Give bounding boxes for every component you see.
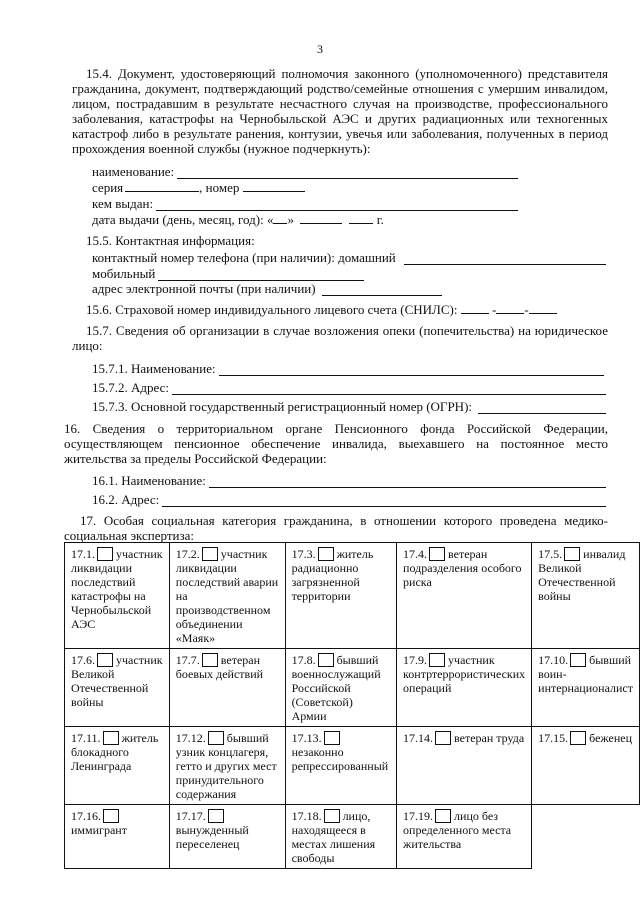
category-checkbox[interactable] [318,547,334,561]
org-ogrn-row [92,399,606,414]
category-label: бывший воин-интернационалист [538,653,633,695]
category-checkbox[interactable] [429,653,445,667]
doc-date-year-field[interactable] [349,212,373,224]
category-cell [397,805,532,869]
category-number: 17.13. [291,731,322,745]
org-address-field[interactable] [172,383,606,395]
category-checkbox[interactable] [97,547,113,561]
category-cell [397,649,532,727]
category-checkbox[interactable] [564,547,580,561]
org-address-row [92,380,606,395]
phone-mobile-row [92,266,364,281]
doc-name-label: наименование: [92,164,175,179]
org-ogrn-field[interactable] [478,402,606,414]
category-label: ветеран подразделения особого риска [403,547,522,589]
category-cell [285,727,396,805]
category-label: житель блокадного Ленинграда [71,731,159,773]
category-checkbox[interactable] [202,653,218,667]
category-checkbox[interactable] [97,653,113,667]
category-cell [532,649,640,727]
category-number: 17.18. [291,809,322,823]
snils-dash-2: - [524,302,529,317]
grid-row [65,727,640,805]
pfr-name-label: 16.1. Наименование: [92,473,206,488]
snils-part3-field[interactable] [529,302,557,314]
category-label: участник Великой Отечественной войны [71,653,163,709]
category-checkbox[interactable] [570,653,586,667]
doc-series-row [92,180,305,195]
snils-label: 15.6. Страховой номер индивидуального лицевого счета (СНИЛС): [86,302,458,317]
org-name-label: 15.7.1. Наименование: [92,361,216,376]
category-checkbox[interactable] [429,547,445,561]
org-ogrn-label: 15.7.3. Основной государственный регистрационный номер (ОГРН): [92,399,473,414]
snils-dash-1: - [491,302,497,317]
category-number: 17.16. [71,809,101,823]
doc-date-close: » [287,212,294,227]
doc-issued-field[interactable] [156,199,518,211]
doc-date-year-suffix: г. [376,212,384,227]
snils-part1-field[interactable] [461,302,489,314]
org-name-row [92,361,604,376]
category-number: 17.9. [403,653,428,667]
phone-home-label: контактный номер телефона (при наличии): домашний [92,250,396,265]
category-cell [65,727,170,805]
category-label: ветеран труда [454,731,525,745]
doc-number-field[interactable] [243,180,305,192]
category-number: 17.7. [175,653,200,667]
page-number: 3 [317,42,323,56]
phone-home-row [92,250,606,265]
doc-date-month-field[interactable] [300,212,342,224]
category-number: 17.17. [175,809,206,823]
category-checkbox[interactable] [103,731,119,745]
doc-series-field[interactable] [125,180,199,192]
section-15-5-title: 15.5. Контактная информация: [86,233,255,248]
pfr-address-row [92,492,606,507]
category-cell [65,649,170,727]
category-checkbox[interactable] [324,809,340,823]
category-number: 17.3. [291,547,316,561]
doc-date-row [92,212,384,227]
category-label: бывший военнослужащий Российской (Советской) Армии [291,653,381,723]
category-label: инвалид Великой Отечественной войны [538,547,626,603]
org-name-field[interactable] [219,364,604,376]
section-15-7-text: 15.7. Сведения об организации в случае возложения опеки (попечительства) на юридическое лицо: [72,323,608,353]
grid-row [65,543,640,649]
category-number: 17.15. [538,731,569,745]
category-cell [169,805,285,869]
category-checkbox[interactable] [570,731,586,745]
doc-name-row [92,164,518,179]
category-checkbox[interactable] [208,731,224,745]
empty-cell [532,805,640,869]
category-number: 17.2. [175,547,200,561]
category-number: 17.10. [538,653,569,667]
category-number: 17.6. [71,653,95,667]
doc-date-label: дата выдачи (день, месяц, год): « [92,212,274,227]
category-number: 17.8. [291,653,316,667]
category-cell [397,543,532,649]
doc-issued-label: кем выдан: [92,196,154,211]
phone-mobile-field[interactable] [158,269,364,281]
category-cell [169,543,285,649]
category-checkbox[interactable] [202,547,218,561]
grid-row [65,805,640,869]
category-number: 17.5. [538,547,563,561]
email-field[interactable] [322,284,442,296]
category-label: участник ликвидации последствий аварии на производственном объединении «Маяк» [175,547,279,645]
email-label: адрес электронной почты (при наличии) [92,281,316,296]
category-number: 17.4. [403,547,428,561]
category-label: лицо без определенного места жительства [403,809,512,851]
category-cell [285,649,396,727]
email-row [92,281,442,296]
snils-row [86,302,557,317]
category-number: 17.12. [175,731,206,745]
category-checkbox[interactable] [324,731,340,745]
doc-series-label: серия [92,180,124,195]
category-label: вынужденный переселенец [175,823,249,851]
social-category-grid [64,542,640,869]
category-checkbox[interactable] [208,809,224,823]
category-label: незаконно репрессированный [291,745,389,773]
category-checkbox[interactable] [318,653,334,667]
category-checkbox[interactable] [435,809,451,823]
doc-date-day-field[interactable] [273,212,287,224]
category-label: беженец [589,731,633,745]
category-label: житель радиационно загрязненной территории [291,547,374,603]
category-checkbox[interactable] [103,809,119,823]
category-cell [532,543,640,649]
category-label: лицо, находящееся в местах лишения свободы [291,809,376,865]
category-cell [285,805,396,869]
category-cell [169,727,285,805]
grid-row [65,649,640,727]
pfr-name-field[interactable] [209,476,606,488]
category-cell [65,543,170,649]
phone-mobile-label: мобильный [92,266,156,281]
category-number: 17.11. [71,731,101,745]
category-number: 17.1. [71,547,95,561]
section-17-text: 17. Особая социальная категория гражданина, в отношении которого проведена медико-социальная экспертиза: [64,513,608,543]
pfr-address-field[interactable] [162,495,606,507]
category-label: иммигрант [71,823,127,837]
category-cell [532,727,640,805]
category-label: участник контртеррористических операций [403,653,526,695]
snils-part2-field[interactable] [496,302,524,314]
doc-number-label: , номер [199,180,240,195]
section-15-4-text: 15.4. Документ, удостоверяющий полномочия законного (уполномоченного) представителя гражданина, документ, подтверждающий родство/семейные отношения с умершим инвалидом, лицом, пострадавшим в результате несчастного случая на производстве, профессионального заболевания, катастрофы на Чернобыльской АЭС и других радиационных или техногенных катастроф либо в результате ранения, контузии, увечья или заболевания, полученных в период прохождения военной службы (нужное подчеркнуть): [72,66,608,156]
category-cell [285,543,396,649]
category-checkbox[interactable] [435,731,451,745]
category-cell [65,805,170,869]
category-cell [169,649,285,727]
category-cell [397,727,532,805]
category-label: участник ликвидации последствий катастрофы на Чернобыльской АЭС [71,547,163,631]
doc-issued-row [92,196,518,211]
doc-name-field[interactable] [177,167,518,179]
category-number: 17.14. [403,731,434,745]
section-16-text: 16. Сведения о территориальном органе Пенсионного фонда Российской Федерации, осуществляющем пенсионное обеспечение инвалида, выехавшего на постоянное место жительства за пределы Российской Федерации: [64,421,608,466]
category-label: бывший узник концлагеря, гетто и других мест принудительного содержания [175,731,277,801]
phone-home-field[interactable] [404,253,606,265]
category-number: 17.19. [403,809,434,823]
pfr-address-label: 16.2. Адрес: [92,492,160,507]
pfr-name-row [92,473,606,488]
category-label: ветеран боевых действий [175,653,264,681]
org-address-label: 15.7.2. Адрес: [92,380,169,395]
